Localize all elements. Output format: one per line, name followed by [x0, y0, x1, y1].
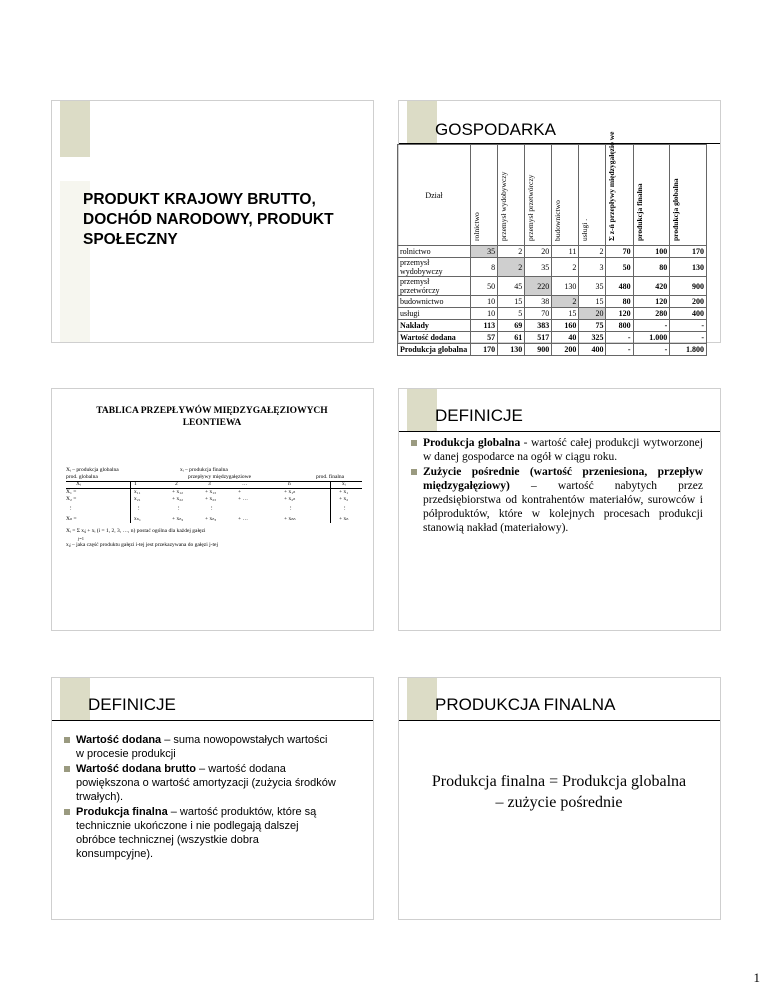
io-row-label: przemysł przetwórczy	[398, 277, 471, 296]
io-row-label: budownictwo	[398, 296, 471, 308]
slide-decor-bar	[407, 389, 437, 431]
io-cell: 220	[525, 277, 552, 296]
io-cell: 40	[552, 332, 579, 344]
col-num: 1	[134, 481, 137, 487]
leontief-cell: +	[238, 489, 242, 495]
io-cell: 130	[670, 258, 707, 277]
definitions-list	[411, 436, 703, 536]
leontief-cell: + xₙ₃	[205, 516, 217, 522]
io-cell: 400	[670, 308, 707, 320]
slide-decor-bar	[60, 101, 90, 157]
slide-leontief	[51, 388, 374, 631]
leontief-cell: + …	[238, 496, 248, 502]
io-cell: 325	[579, 332, 606, 344]
io-cell: 900	[525, 344, 552, 356]
legend-left: Xᵢ – produkcja globalna	[66, 467, 119, 473]
slide-decor-bar	[407, 101, 437, 143]
heading-rule	[399, 431, 720, 432]
slide-definitions-2	[51, 677, 374, 920]
leontief-cell: + x₂₃	[205, 496, 217, 502]
io-cell: 2	[552, 296, 579, 308]
io-cell: 50	[471, 277, 498, 296]
leontief-note: xᵢⱼ – jaka część produktu gałęzi i-tej jest przekazywana do gałęzi j-tej	[66, 542, 218, 548]
definition-term: Wartość dodana	[76, 734, 162, 746]
leontief-cell: + xₙ	[339, 516, 349, 522]
io-table	[397, 131, 707, 356]
io-cell: 2	[498, 258, 525, 277]
io-cell: 35	[471, 246, 498, 258]
io-cell: -	[606, 344, 633, 356]
io-cell: 20	[579, 308, 606, 320]
io-cell: 35	[525, 258, 552, 277]
definition-term: Zużycie pośrednie (wartość przeniesiona, przepływ międzygałęziowy)	[423, 466, 703, 492]
leontief-rule	[66, 481, 362, 482]
io-col-head: produkcja finalna	[633, 145, 670, 246]
io-cell: 35	[579, 277, 606, 296]
io-cell: 15	[498, 296, 525, 308]
definition-term: Wartość dodana brutto	[76, 763, 196, 775]
io-cell: 75	[579, 320, 606, 332]
io-cell: -	[633, 320, 670, 332]
io-cell: 113	[471, 320, 498, 332]
io-cell: 5	[498, 308, 525, 320]
io-row	[398, 246, 707, 258]
io-cell: 517	[525, 332, 552, 344]
leontief-col-rule	[130, 481, 131, 523]
io-cell: 10	[471, 308, 498, 320]
io-cell: 69	[498, 320, 525, 332]
io-corner: Dział	[398, 145, 471, 246]
col-num: …	[242, 481, 248, 487]
leontief-col-rule	[330, 481, 331, 523]
definition-item	[64, 762, 336, 804]
io-row	[398, 344, 707, 356]
leontief-cell: + x₁ₙ	[284, 489, 296, 495]
io-cell: -	[633, 344, 670, 356]
io-cell: 170	[471, 344, 498, 356]
io-cell: 8	[471, 258, 498, 277]
definition-text: – wartość nabytych przez przedsiębiorstwa od kontrahentów materiałów, surowców i półproduktów, które w kolejnych procesach produkcji stanowią nakład (materiałowy).	[423, 480, 703, 534]
leontief-cell: xₙ₁	[134, 516, 141, 522]
leontief-cell: ⋮	[209, 506, 215, 512]
col-xi: Xᵢ	[76, 481, 81, 487]
legend-right: xᵢ – produkcja finalna	[180, 467, 228, 473]
definitions-list	[64, 733, 336, 862]
slide-gospodarka	[398, 100, 721, 354]
slide-heading: DEFINICJE	[435, 406, 523, 425]
definition-term: Produkcja globalna	[423, 437, 521, 449]
io-cell: 100	[633, 246, 670, 258]
leontief-cell: + x₂ₙ	[284, 496, 296, 502]
col-num: 2	[175, 481, 178, 487]
leontief-formula: Xᵢ = Σ xᵢⱼ + xᵢ (i = 1, 2, 3, …, n) postać ogólna dla każdej gałęzi	[66, 528, 206, 534]
io-cell: 70	[525, 308, 552, 320]
io-cell: 61	[498, 332, 525, 344]
io-header-row	[398, 145, 707, 246]
slide-heading: DEFINICJE	[88, 695, 176, 714]
io-row-label: Produkcja globalna	[398, 344, 471, 356]
io-cell: 800	[606, 320, 633, 332]
io-cell: 15	[552, 308, 579, 320]
io-cell: 1.000	[633, 332, 670, 344]
slide-title	[51, 100, 374, 343]
head-prod-final: prod. finalna	[316, 474, 345, 480]
definition-item	[64, 805, 336, 861]
col-fin: xᵢ	[342, 481, 346, 487]
slide-heading: PRODUKCJA FINALNA	[435, 695, 616, 714]
leontief-cell: ⋮	[342, 506, 348, 512]
io-cell: 57	[471, 332, 498, 344]
leontief-cell: X₁ =	[66, 489, 77, 495]
head-flows: przepływy międzygałęziowe	[188, 474, 252, 480]
io-row-label: Nakłady	[398, 320, 471, 332]
io-cell: 70	[606, 246, 633, 258]
io-cell: 80	[633, 258, 670, 277]
io-col-head: przemysł wydobywczy	[498, 145, 525, 246]
definition-item	[411, 465, 703, 535]
leontief-cell: + x₁	[339, 489, 349, 495]
io-cell: 200	[552, 344, 579, 356]
io-cell: 280	[633, 308, 670, 320]
leontief-cell: x₁₁	[134, 489, 141, 495]
io-cell: 2	[579, 246, 606, 258]
io-cell: 38	[525, 296, 552, 308]
io-cell: 120	[606, 308, 633, 320]
io-cell: 10	[471, 296, 498, 308]
io-col-head: rolnictwo	[471, 145, 498, 246]
io-col-head: Σ z-ń przepływy międzygałęzio we	[606, 145, 633, 246]
io-col-head: przemysł przetwórczy	[525, 145, 552, 246]
leontief-cell: + x₁₂	[172, 489, 184, 495]
slide-final-production	[398, 677, 721, 920]
leontief-cell: + xₙₙ	[284, 516, 296, 522]
io-row	[398, 277, 707, 296]
leontief-cell: ⋮	[288, 506, 294, 512]
io-row	[398, 296, 707, 308]
io-row-label: przemysł wydobywczy	[398, 258, 471, 277]
definition-text: – suma nowopowstałych wartości w procesie produkcji	[76, 734, 328, 760]
definition-term: Produkcja finalna	[76, 806, 168, 818]
io-cell: 420	[633, 277, 670, 296]
definition-item	[64, 733, 336, 761]
col-num: n	[288, 481, 291, 487]
io-row	[398, 258, 707, 277]
leontief-cell: + x₂₂	[172, 496, 184, 502]
leontief-cell: + …	[238, 516, 248, 522]
io-cell: 160	[552, 320, 579, 332]
definition-text: – wartość dodana powiększona o wartość amortyzacji (zużycia środków trwałych).	[76, 763, 336, 803]
leontief-cell: x₂₁	[134, 496, 141, 502]
io-cell: 2	[498, 246, 525, 258]
definition-text: - wartość całej produkcji wytworzonej w danej gospodarce na ogół w ciągu roku.	[423, 437, 703, 463]
io-row-label: Wartość dodana	[398, 332, 471, 344]
io-cell: 480	[606, 277, 633, 296]
leontief-cell: ⋮	[176, 506, 182, 512]
slide-heading: TABLICA PRZEPŁYWÓW MIĘDZYGAŁĘZIOWYCH LEONTIEWA	[96, 406, 328, 428]
io-row	[398, 320, 707, 332]
definition-item	[411, 436, 703, 464]
io-cell: 15	[579, 296, 606, 308]
heading-rule	[399, 720, 720, 721]
io-cell: 50	[606, 258, 633, 277]
io-cell: 11	[552, 246, 579, 258]
io-cell: -	[670, 320, 707, 332]
io-cell: 120	[633, 296, 670, 308]
io-cell: 1.800	[670, 344, 707, 356]
io-col-head: usługi .	[579, 145, 606, 246]
io-row	[398, 308, 707, 320]
slide-decor-bar	[60, 678, 90, 720]
leontief-formula-sub: j=1	[78, 536, 85, 541]
leontief-cell: Xₙ =	[66, 516, 77, 522]
io-cell: 45	[498, 277, 525, 296]
col-num: 3	[208, 481, 211, 487]
io-cell: 130	[552, 277, 579, 296]
leontief-cell: + x₁₃	[205, 489, 217, 495]
io-row-label: usługi	[398, 308, 471, 320]
io-col-head: budownictwo	[552, 145, 579, 246]
slide-definitions-1	[398, 388, 721, 631]
io-cell: 3	[579, 258, 606, 277]
io-cell: 80	[606, 296, 633, 308]
io-cell: -	[606, 332, 633, 344]
leontief-cell: ⋮	[136, 506, 142, 512]
io-cell: 900	[670, 277, 707, 296]
io-cell: 2	[552, 258, 579, 277]
formula-text: Produkcja finalna = Produkcja globalna – zużycie pośrednie	[431, 773, 687, 811]
slide-heading: GOSPODARKA	[435, 120, 556, 139]
slide-decor-bar	[407, 678, 437, 720]
slide-title-text: PRODUKT KRAJOWY BRUTTO, DOCHÓD NARODOWY, PRODUKT SPOŁECZNY	[83, 191, 334, 248]
io-cell: 170	[670, 246, 707, 258]
io-cell: 200	[670, 296, 707, 308]
leontief-cell: ⋮	[68, 506, 74, 512]
io-cell: 383	[525, 320, 552, 332]
io-cell: 20	[525, 246, 552, 258]
leontief-cell: + xₙ₂	[172, 516, 184, 522]
page-number: 1	[753, 970, 760, 985]
heading-rule	[52, 720, 373, 721]
leontief-cell: X₂ =	[66, 496, 77, 502]
io-row	[398, 332, 707, 344]
io-cell: 400	[579, 344, 606, 356]
io-row-label: rolnictwo	[398, 246, 471, 258]
leontief-cell: + x₂	[339, 496, 349, 502]
io-cell: 130	[498, 344, 525, 356]
head-prod-global: prod. globalna	[66, 474, 98, 480]
definition-text: – wartość produktów, które są technicznie ukończone i nie podlegają dalszej obróbce technicznej (wszystkie dobra konsumpcyjne).	[76, 806, 317, 860]
io-cell: -	[670, 332, 707, 344]
io-col-head: produkcja globalna	[670, 145, 707, 246]
